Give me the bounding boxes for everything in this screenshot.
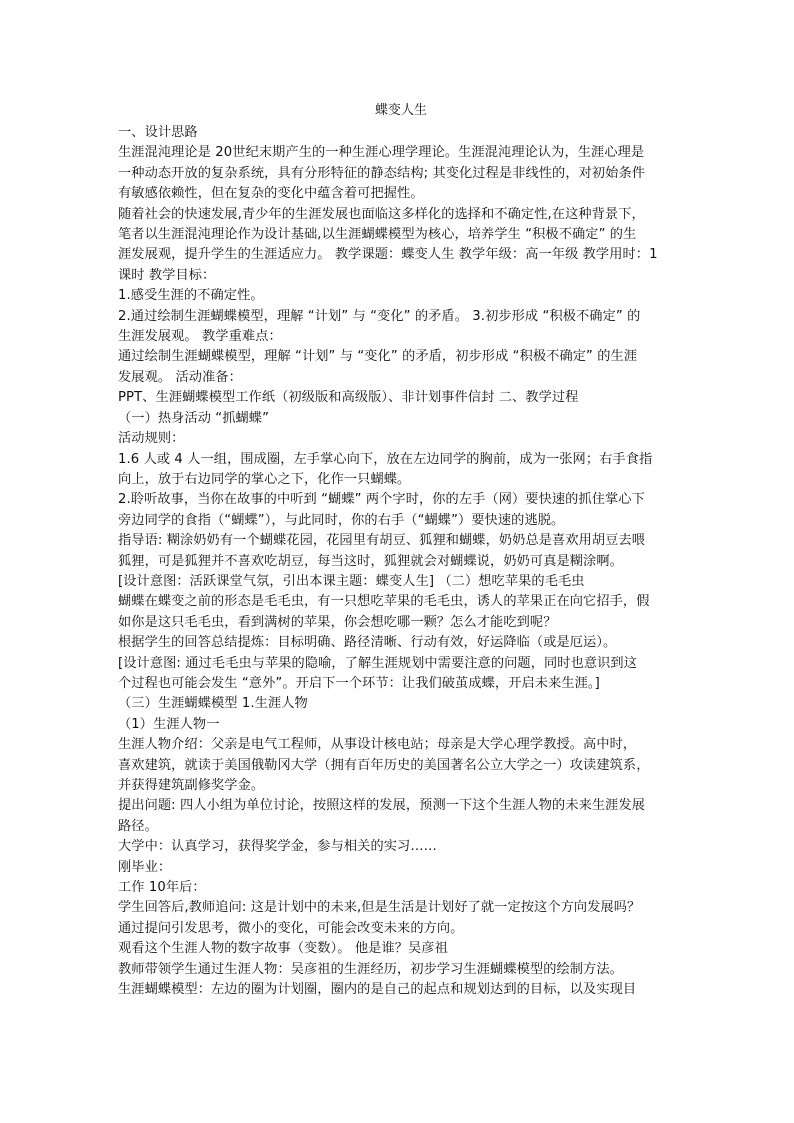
body-line: 笔者以生涯混沌理论作为设计基础,以生涯蝴蝶模型为核心，培养学生 “积极不确定” 的生 <box>118 227 637 243</box>
body-line: 通过绘制生涯蝴蝶模型，理解 “计划” 与 “变化” 的矛盾，初步形成 “积极不确定” 的生涯 <box>118 349 638 365</box>
body-line: 1.6 人或 4 人一组，围成圈，左手掌心向下，放在左边同学的胸前，成为一张网；右手食指 <box>118 451 653 467</box>
body-line: 向上，放于右边同学的掌心之下，化作一只蝴蝶。 <box>118 471 411 487</box>
body-line: 观看这个生涯人物的数字故事（变数）。 他是谁？吴彦祖 <box>118 941 448 957</box>
body-line: 一种动态开放的复杂系统，具有分形特征的静态结构; 其变化过程是非线性的，对初始条件 <box>118 165 646 181</box>
body-line: 刚毕业： <box>118 859 172 875</box>
body-line: 如你是这只毛毛虫，看到满树的苹果，你会想吃哪一颗？怎么才能吃到呢？ <box>118 614 557 630</box>
body-line: 学生回答后,教师追问: 这是计划中的未来,但是生活是计划好了就一定按这个方向发展吗？ <box>118 900 641 916</box>
body-line: 课时 教学目标： <box>118 267 216 283</box>
body-line: 发展观。 活动准备： <box>118 369 242 385</box>
body-line: 个过程也可能会发生 “意外”。开启下一个环节：让我们破茧成蝶，开启未来生涯。] <box>118 675 600 691</box>
body-line: [设计意图: 通过毛毛虫与苹果的隐喻，了解生涯规划中需要注意的问题，同时也意识到这 <box>118 655 638 671</box>
body-line: 一、设计思路 <box>118 125 198 140</box>
body-line: 教师带领学生通过生涯人物：吴彦祖的生涯经历，初步学习生涯蝴蝶模型的绘制方法。 <box>118 961 623 977</box>
document-title: 蝶变人生 <box>374 103 427 118</box>
body-line: （一）热身活动 “抓蝴蝶” <box>118 410 270 426</box>
body-line: 蝴蝶在蝶变之前的形态是毛毛虫，有一只想吃苹果的毛毛虫，诱人的苹果正在向它招手，假 <box>118 594 650 610</box>
body-line: （三）生涯蝴蝶模型 1.生涯人物 <box>118 696 308 712</box>
body-line: 2.通过绘制生涯蝴蝶模型，理解 “计划” 与 “变化” 的矛盾。 3.初步形成 “积极不确定” 的 <box>118 308 641 324</box>
body-line: 狐狸，可是狐狸并不喜欢吃胡豆，每当这时，狐狸就会对蝴蝶说，奶奶可真是糊涂啊。 <box>118 553 623 569</box>
body-line: 生涯发展观。 教学重难点： <box>118 329 282 345</box>
body-line: 有敏感依赖性，但在复杂的变化中蕴含着可把握性。 <box>118 186 424 202</box>
body-line: 活动规则： <box>118 431 185 447</box>
body-line: PPT、生涯蝴蝶模型工作纸（初级版和高级版）、非计划事件信封 二、教学过程 <box>118 390 579 406</box>
body-line: 并获得建筑副修奖学金。 <box>118 778 265 793</box>
body-line: 旁边同学的食指（“蝴蝶”），与此同时，你的右手（“蝴蝶”）要快速的逃脱。 <box>118 512 565 528</box>
body-line: 通过提问引发思考，微小的变化，可能会改变未来的方向。 <box>118 920 464 936</box>
body-line: 生涯人物介绍：父亲是电气工程师，从事设计核电站；母亲是大学心理学教授。高中时， <box>118 737 637 753</box>
document-body <box>118 123 684 1000</box>
body-line: 生涯蝴蝶模型：左边的圈为计划圈，圈内的是自己的起点和规划达到的目标，以及实现目 <box>118 982 637 998</box>
body-line: （1）生涯人物一 <box>118 716 220 732</box>
body-line: [设计意图：活跃课堂气氛，引出本课主题：蝶变人生] （二）想吃苹果的毛毛虫 <box>118 573 585 589</box>
body-line: 根据学生的回答总结提炼：目标明确、路径清晰、行动有效，好运降临（或是厄运）。 <box>118 635 617 651</box>
document-page <box>118 99 684 1000</box>
body-line: 路径。 <box>118 818 158 834</box>
body-line: 1.感受生涯的不确定性。 <box>118 288 264 304</box>
body-line: 喜欢建筑，就读于美国俄勒冈大学（拥有百年历史的美国著名公立大学之一）攻读建筑系， <box>118 757 650 773</box>
body-line: 2.聆听故事，当你在故事的中听到 “蝴蝶” 两个字时，你的左手（网）要快速的抓住掌心下 <box>118 492 645 508</box>
body-line: 大学中：认真学习，获得奖学金，参与相关的实习…… <box>118 839 437 855</box>
body-line: 指导语: 糊涂奶奶有一个蝴蝶花园，花园里有胡豆、狐狸和蝴蝶，奶奶总是喜欢用胡豆去喂 <box>118 533 646 549</box>
body-line: 工作 10年后： <box>118 880 206 896</box>
body-line: 提出问题: 四人小组为单位讨论，按照这样的发展，预测一下这个生涯人物的未来生涯发展 <box>118 798 646 814</box>
body-line: 涯发展观，提升学生的生涯适应力。 教学课题：蝶变人生 教学年级：高一年级 教学用时：1 <box>118 247 658 263</box>
body-line: 随着社会的快速发展,青少年的生涯发展也面临这多样化的选择和不确定性,在这种背景下， <box>118 206 645 222</box>
body-line: 生涯混沌理论是 20世纪末期产生的一种生涯心理学理论。生涯混沌理论认为，生涯心理是 <box>118 145 645 161</box>
